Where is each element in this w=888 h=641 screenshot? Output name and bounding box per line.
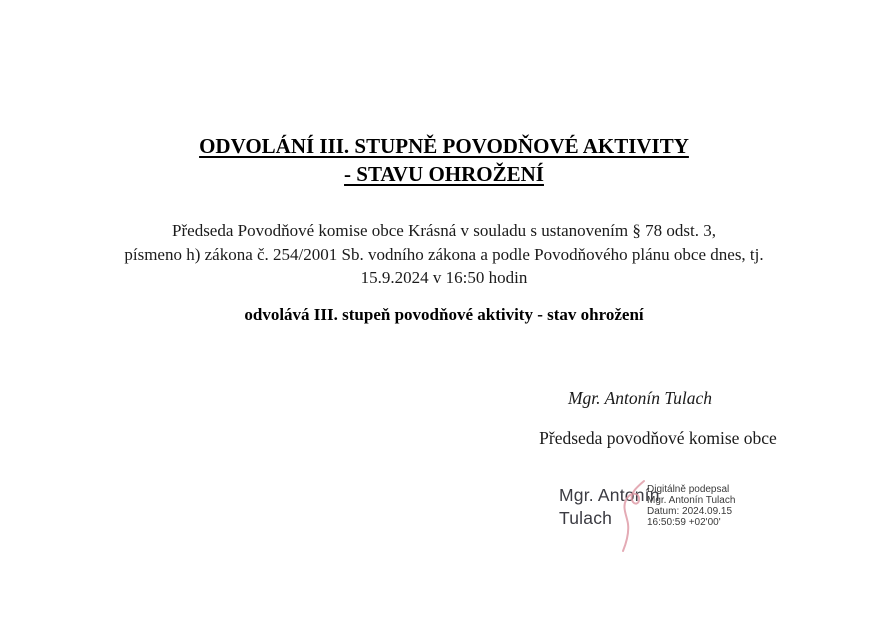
signature-name: Mgr. Antonín Tulach — [559, 485, 660, 528]
signature-details-line-2: Mgr. Antonín Tulach — [647, 495, 736, 506]
signature-details-line-1: Digitálně podepsal — [647, 484, 730, 495]
title-line-1: ODVOLÁNÍ III. STUPNĚ POVODŇOVÉ AKTIVITY — [199, 134, 689, 158]
signature-details-line-3: Datum: 2024.09.15 — [647, 506, 733, 517]
intro-paragraph — [0, 219, 888, 290]
intro-line-2: písmeno h) zákona č. 254/2001 Sb. vodního zákona a podle Povodňového plánu obce dnes, tj. — [124, 244, 764, 264]
document-title — [0, 132, 888, 188]
intro-line-1: Předseda Povodňové komise obce Krásná v souladu s ustanovením § 78 odst. 3, — [172, 221, 716, 240]
signatory-name: Mgr. Antonín Tulach — [567, 388, 713, 408]
signature-details — [647, 484, 757, 528]
declaration-line: odvolává III. stupeň povodňové aktivity - stav ohrožení — [244, 305, 644, 324]
intro-line-3: 15.9.2024 v 16:50 hodin — [360, 268, 528, 287]
signatory-role: Předseda povodňové komise obce — [539, 428, 777, 448]
digital-signature-block — [559, 482, 759, 562]
signature-details-line-4: 16:50:59 +02'00' — [647, 517, 721, 528]
title-line-2: - STAVU OHROŽENÍ — [344, 162, 544, 186]
